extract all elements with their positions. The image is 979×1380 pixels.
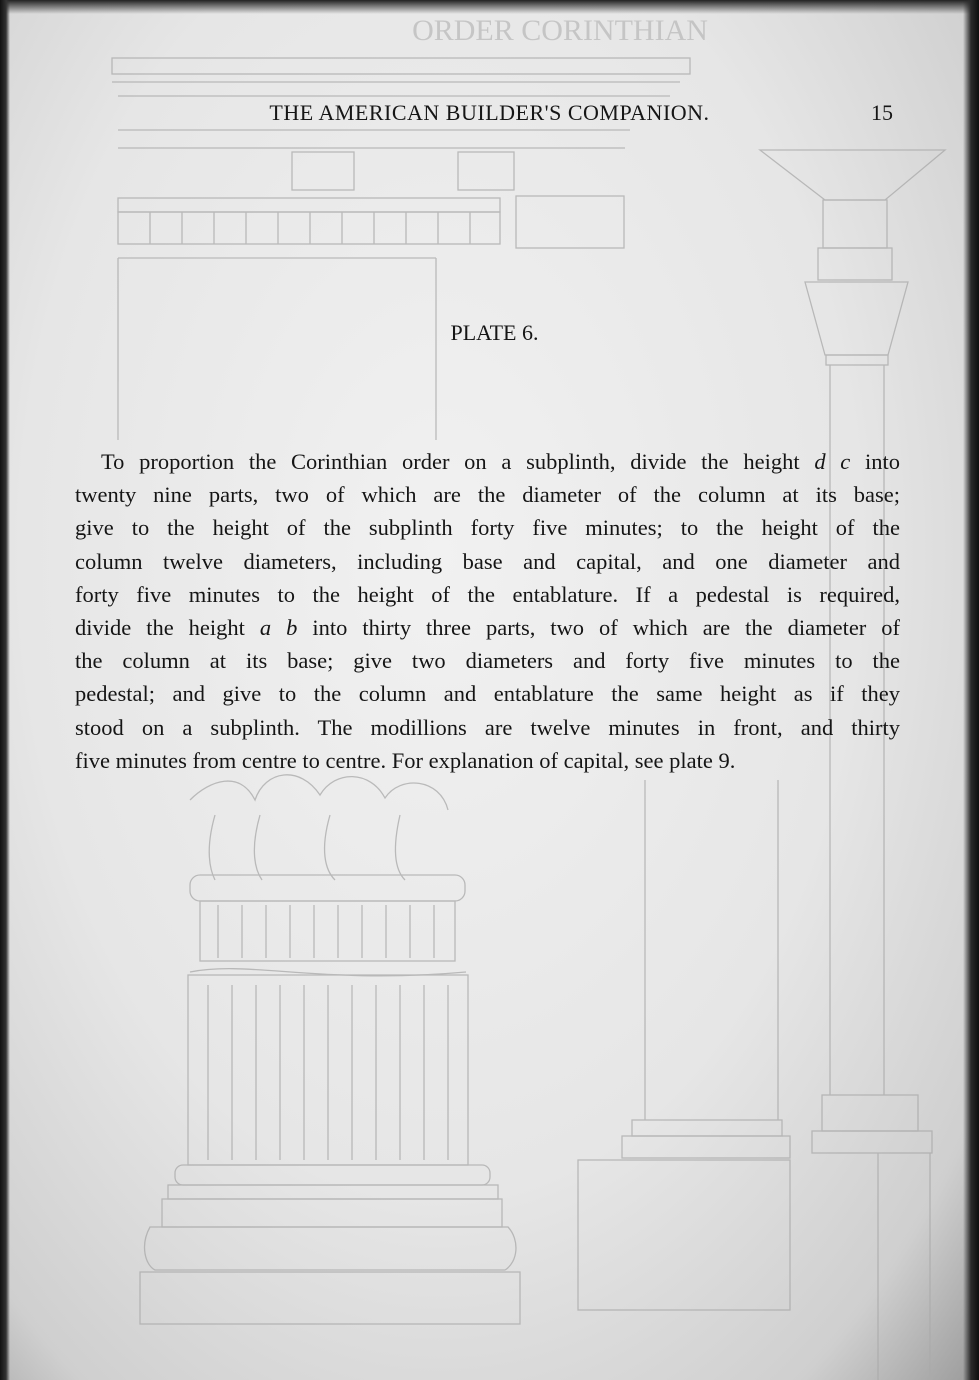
page-number: 15	[871, 100, 893, 125]
paragraph-line: column twelve diameters, including base and capital, and one diameter and	[75, 548, 900, 574]
page-shadow-top	[0, 0, 979, 14]
paragraph-line: forty five minutes to the height of the entablature. If a pedestal is required,	[75, 581, 900, 607]
running-header-title: THE AMERICAN BUILDER'S COMPANION.	[269, 100, 710, 125]
paragraph-line: To proportion the Corinthian order on a subplinth, divide the height d c into	[101, 449, 900, 474]
variable-label: d c	[814, 449, 851, 474]
plate-heading: PLATE 6.	[450, 320, 539, 345]
paragraph-line: five minutes from centre to centre. For explanation of capital, see plate 9.	[75, 747, 736, 773]
paragraph-line: divide the height a b into thirty three parts, two of which are the diameter of	[75, 615, 901, 641]
page-shadow-right	[963, 0, 979, 1380]
paragraph-line: pedestal; and give to the column and entablature the same height as if they	[75, 681, 900, 707]
svg-text:ОRDЕR CORINTHIAN: ОRDЕR CORINTHIAN	[412, 14, 708, 47]
plate-description-paragraph	[75, 445, 900, 777]
paragraph-line: twenty nine parts, two of which are the diameter of the column at its base;	[75, 482, 900, 508]
page-shadow-left	[0, 0, 10, 1380]
paragraph-line: stood on a subplinth. The modillions are twelve minutes in front, and thirty	[75, 714, 900, 740]
paragraph-line: the column at its base; give two diameters and forty five minutes to the	[75, 648, 900, 674]
variable-label: a b	[259, 615, 298, 641]
paragraph-line: give to the height of the subplinth forty five minutes; to the height of the	[75, 515, 900, 541]
